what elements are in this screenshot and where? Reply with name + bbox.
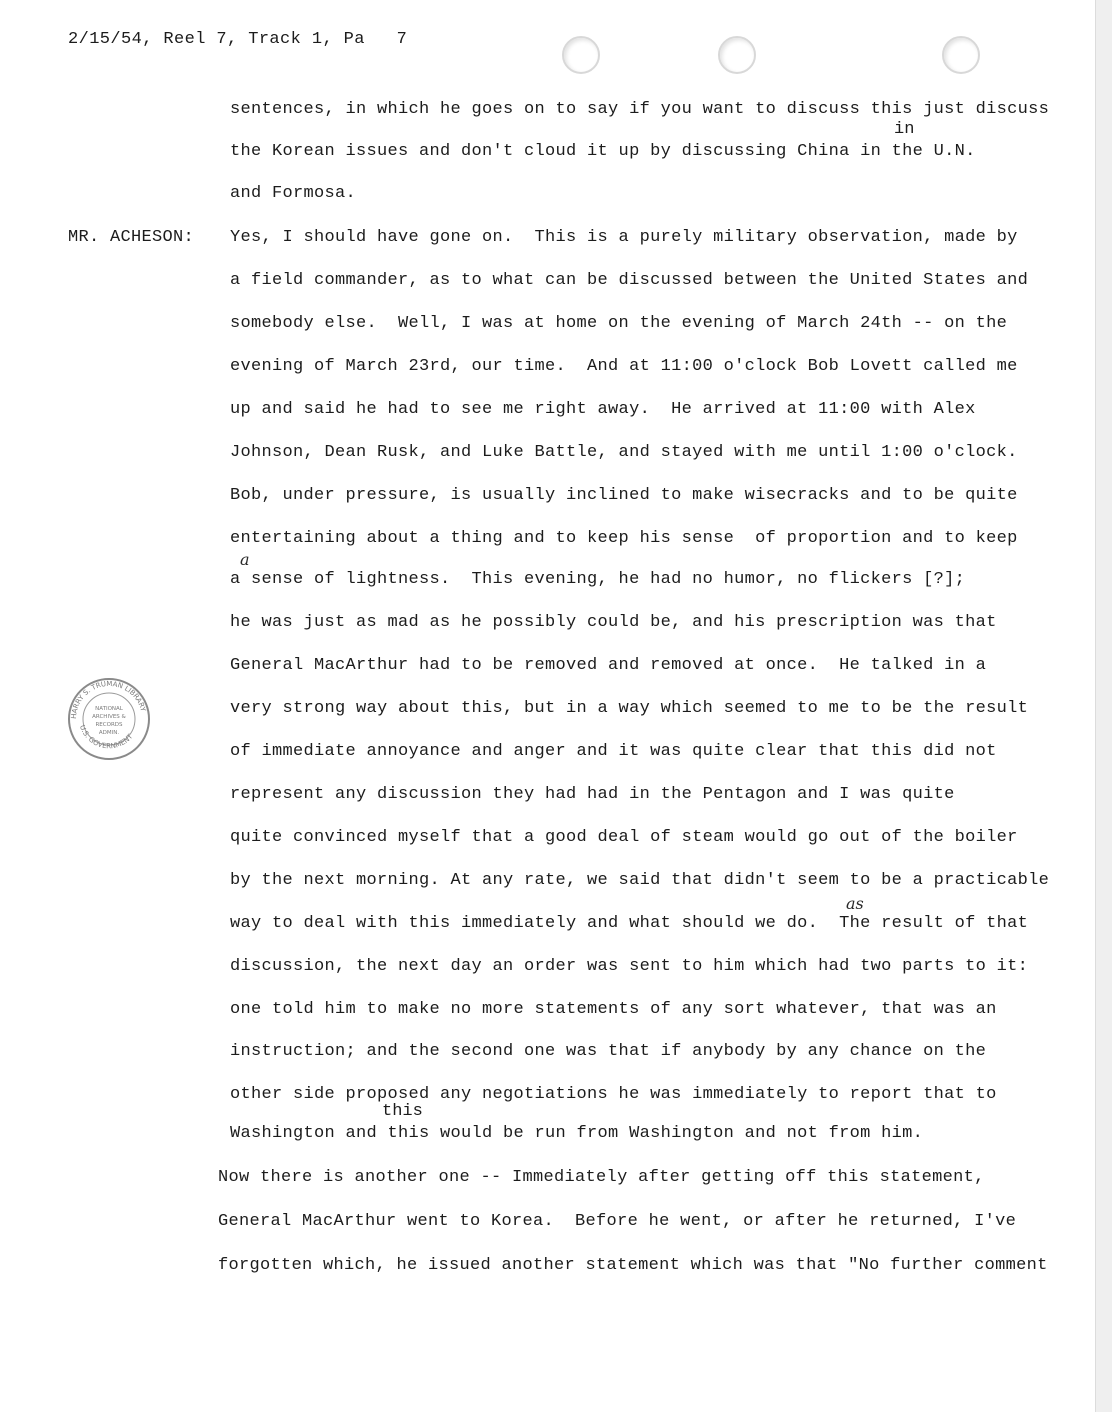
handwritten-insertion: as	[846, 894, 864, 913]
page-edge-shadow	[1095, 0, 1112, 1412]
text-line: instruction; and the second one was that if anybody by any chance on the	[230, 1042, 987, 1061]
typed-insertion: in	[894, 120, 915, 139]
speaker-label: MR. ACHESON:	[68, 228, 195, 247]
text-line: Bob, under pressure, is usually inclined to make wisecracks and to be quite	[230, 486, 1018, 505]
text-line: up and said he had to see me right away. He arrived at 11:00 with Alex	[230, 400, 976, 419]
text-line: he was just as mad as he possibly could be, and his prescription was that	[230, 613, 997, 632]
text-line: and Formosa.	[230, 184, 357, 203]
text-line: represent any discussion they had had in the Pentagon and I was quite	[230, 785, 955, 804]
text-line: the Korean issues and don't cloud it up by discussing China in the U.N.	[230, 142, 976, 161]
text-line: discussion, the next day an order was sent to him which had two parts to it:	[230, 957, 1029, 976]
stamp-inner-line: NATIONAL	[95, 706, 123, 712]
text-line: Yes, I should have gone on. This is a purely military observation, made by	[230, 228, 1018, 247]
text-line: General MacArthur had to be removed and removed at once. He talked in a	[230, 656, 987, 675]
text-line: way to deal with this immediately and what should we do. The result of that	[230, 914, 1029, 933]
punch-hole-1	[562, 36, 600, 74]
text-line: entertaining about a thing and to keep his sense of proportion and to keep	[230, 529, 1018, 548]
page-header: 2/15/54, Reel 7, Track 1, Pa 7	[68, 30, 408, 49]
text-line: forgotten which, he issued another statement which was that "No further comment	[218, 1256, 1048, 1275]
archive-stamp-icon	[66, 676, 152, 762]
text-line: Johnson, Dean Rusk, and Luke Battle, and stayed with me until 1:00 o'clock.	[230, 443, 1018, 462]
stamp-inner-line: RECORDS	[95, 722, 123, 728]
text-line: evening of March 23rd, our time. And at 11:00 o'clock Bob Lovett called me	[230, 357, 1018, 376]
text-line: of immediate annoyance and anger and it was quite clear that this did not	[230, 742, 997, 761]
text-line: one told him to make no more statements of any sort whatever, that was an	[230, 1000, 997, 1019]
stamp-lower-text: U.S. GOVERNMENT	[77, 723, 135, 751]
text-line: Washington and this would be run from Washington and not from him.	[230, 1124, 924, 1143]
text-line: very strong way about this, but in a way which seemed to me to be the result	[230, 699, 1029, 718]
stamp-inner-line: ADMIN.	[98, 730, 120, 736]
punch-hole-2	[718, 36, 756, 74]
text-line: a field commander, as to what can be discussed between the United States and	[230, 271, 1029, 290]
text-line: sentences, in which he goes on to say if you want to discuss this just discuss	[230, 100, 1050, 119]
stamp-outer-text: HARRY S. TRUMAN LIBRARY	[69, 679, 148, 720]
text-line: other side proposed any negotiations he was immediately to report that to	[230, 1085, 997, 1104]
punch-hole-3	[942, 36, 980, 74]
text-line: Now there is another one -- Immediately after getting off this statement,	[218, 1168, 985, 1187]
text-line: quite convinced myself that a good deal of steam would go out of the boiler	[230, 828, 1018, 847]
text-line: a sense of lightness. This evening, he had no humor, no flickers [?];	[230, 570, 966, 589]
text-line: somebody else. Well, I was at home on the evening of March 24th -- on the	[230, 314, 1008, 333]
text-line: General MacArthur went to Korea. Before he went, or after he returned, I've	[218, 1212, 1017, 1231]
typed-insertion: this	[382, 1102, 423, 1121]
stamp-inner-line: ARCHIVES &	[92, 714, 126, 720]
handwritten-insertion: a	[240, 550, 250, 569]
text-line: by the next morning. At any rate, we said that didn't seem to be a practicable	[230, 871, 1050, 890]
